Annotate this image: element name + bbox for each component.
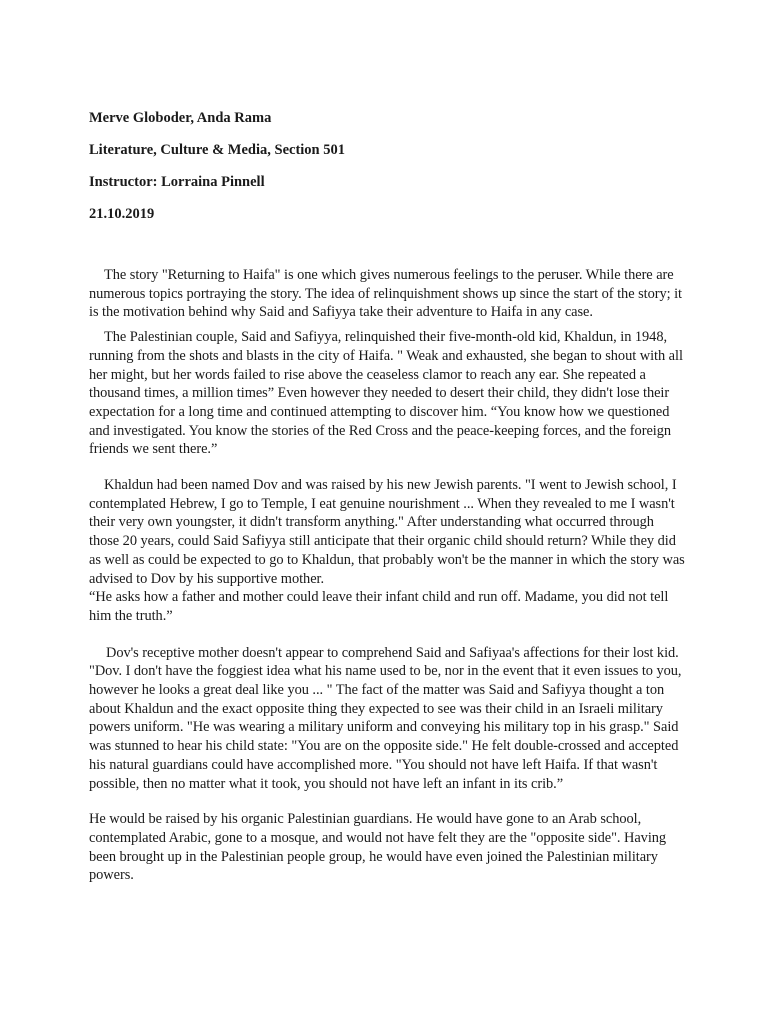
- paragraph-3-quote: “He asks how a father and mother could leave their infant child and run off. Madame, you did not tell him the truth.”: [89, 589, 669, 624]
- course-line: Literature, Culture & Media, Section 501: [89, 142, 345, 158]
- date-line: 21.10.2019: [89, 206, 155, 222]
- instructor-line: Instructor: Lorraina Pinnell: [89, 174, 265, 190]
- essay-body: [89, 266, 687, 885]
- document-header: [89, 108, 689, 236]
- paragraph-3: Khaldun had been named Dov and was raised by his new Jewish parents. "I went to Jewish school, I contemplated Hebrew, I go to Temple, I eat genuine nourishment ... When they revealed to me I wasn't their very own youngster, it didn't transform anything." After understanding what occurred through those 20 years, could Said Safiyya still anticipate that their organic child should return? While they did as well as could be expected to go to Khaldun, that probably won't be the manner in which the story was advised to Dov by his supportive mother.: [89, 477, 685, 587]
- paragraph-2: The Palestinian couple, Said and Safiyya, relinquished their five-month-old kid, Khaldun, in 1948, running from the shots and blasts in the city of Haifa. " Weak and exhausted, she began to shout with all her might, but her words failed to rise above the ceaseless clamor to reach any ear. She repeated a thousand times, a million times” Even however they needed to desert their child, they didn't lose their expectation for a long time and continued attempting to discover him. “You know how we questioned and investigated. You know the stories of the Red Cross and the peace-keeping forces, and the foreign friends we sent there.”: [89, 329, 683, 458]
- paragraph-1: The story "Returning to Haifa" is one which gives numerous feelings to the peruser. While there are numerous topics portraying the story. The idea of relinquishment shows up since the start of the story; it is the motivation behind why Said and Safiyya take their adventure to Haifa in any case.: [89, 267, 683, 321]
- authors-line: Merve Globoder, Anda Rama: [89, 110, 272, 126]
- paragraph-4: Dov's receptive mother doesn't appear to comprehend Said and Safiyaa's affections for their lost kid. "Dov. I don't have the foggiest idea what his name used to be, nor in the event that it even issues to you, however he looks a great deal like you ... " The fact of the matter was Said and Safiyya thought a ton about Khaldun and the exact opposite thing they expected to see was their child in an Israeli military powers uniform. "He was wearing a military uniform and conveying his military top in his grasp." Said was stunned to hear his child state: "You are on the opposite side." He felt double-crossed and accepted his natural guardians could have accomplished more. "You should not have left Haifa. If that wasn't possible, then no matter what it took, you should not have left an infant in its crib.”: [89, 644, 682, 792]
- paragraph-5: He would be raised by his organic Palestinian guardians. He would have gone to an Arab school, contemplated Arabic, gone to a mosque, and would not have felt they are the "opposite side". Having been brought up in the Palestinian people group, he would have even joined the Palestinian military powers.: [89, 811, 667, 884]
